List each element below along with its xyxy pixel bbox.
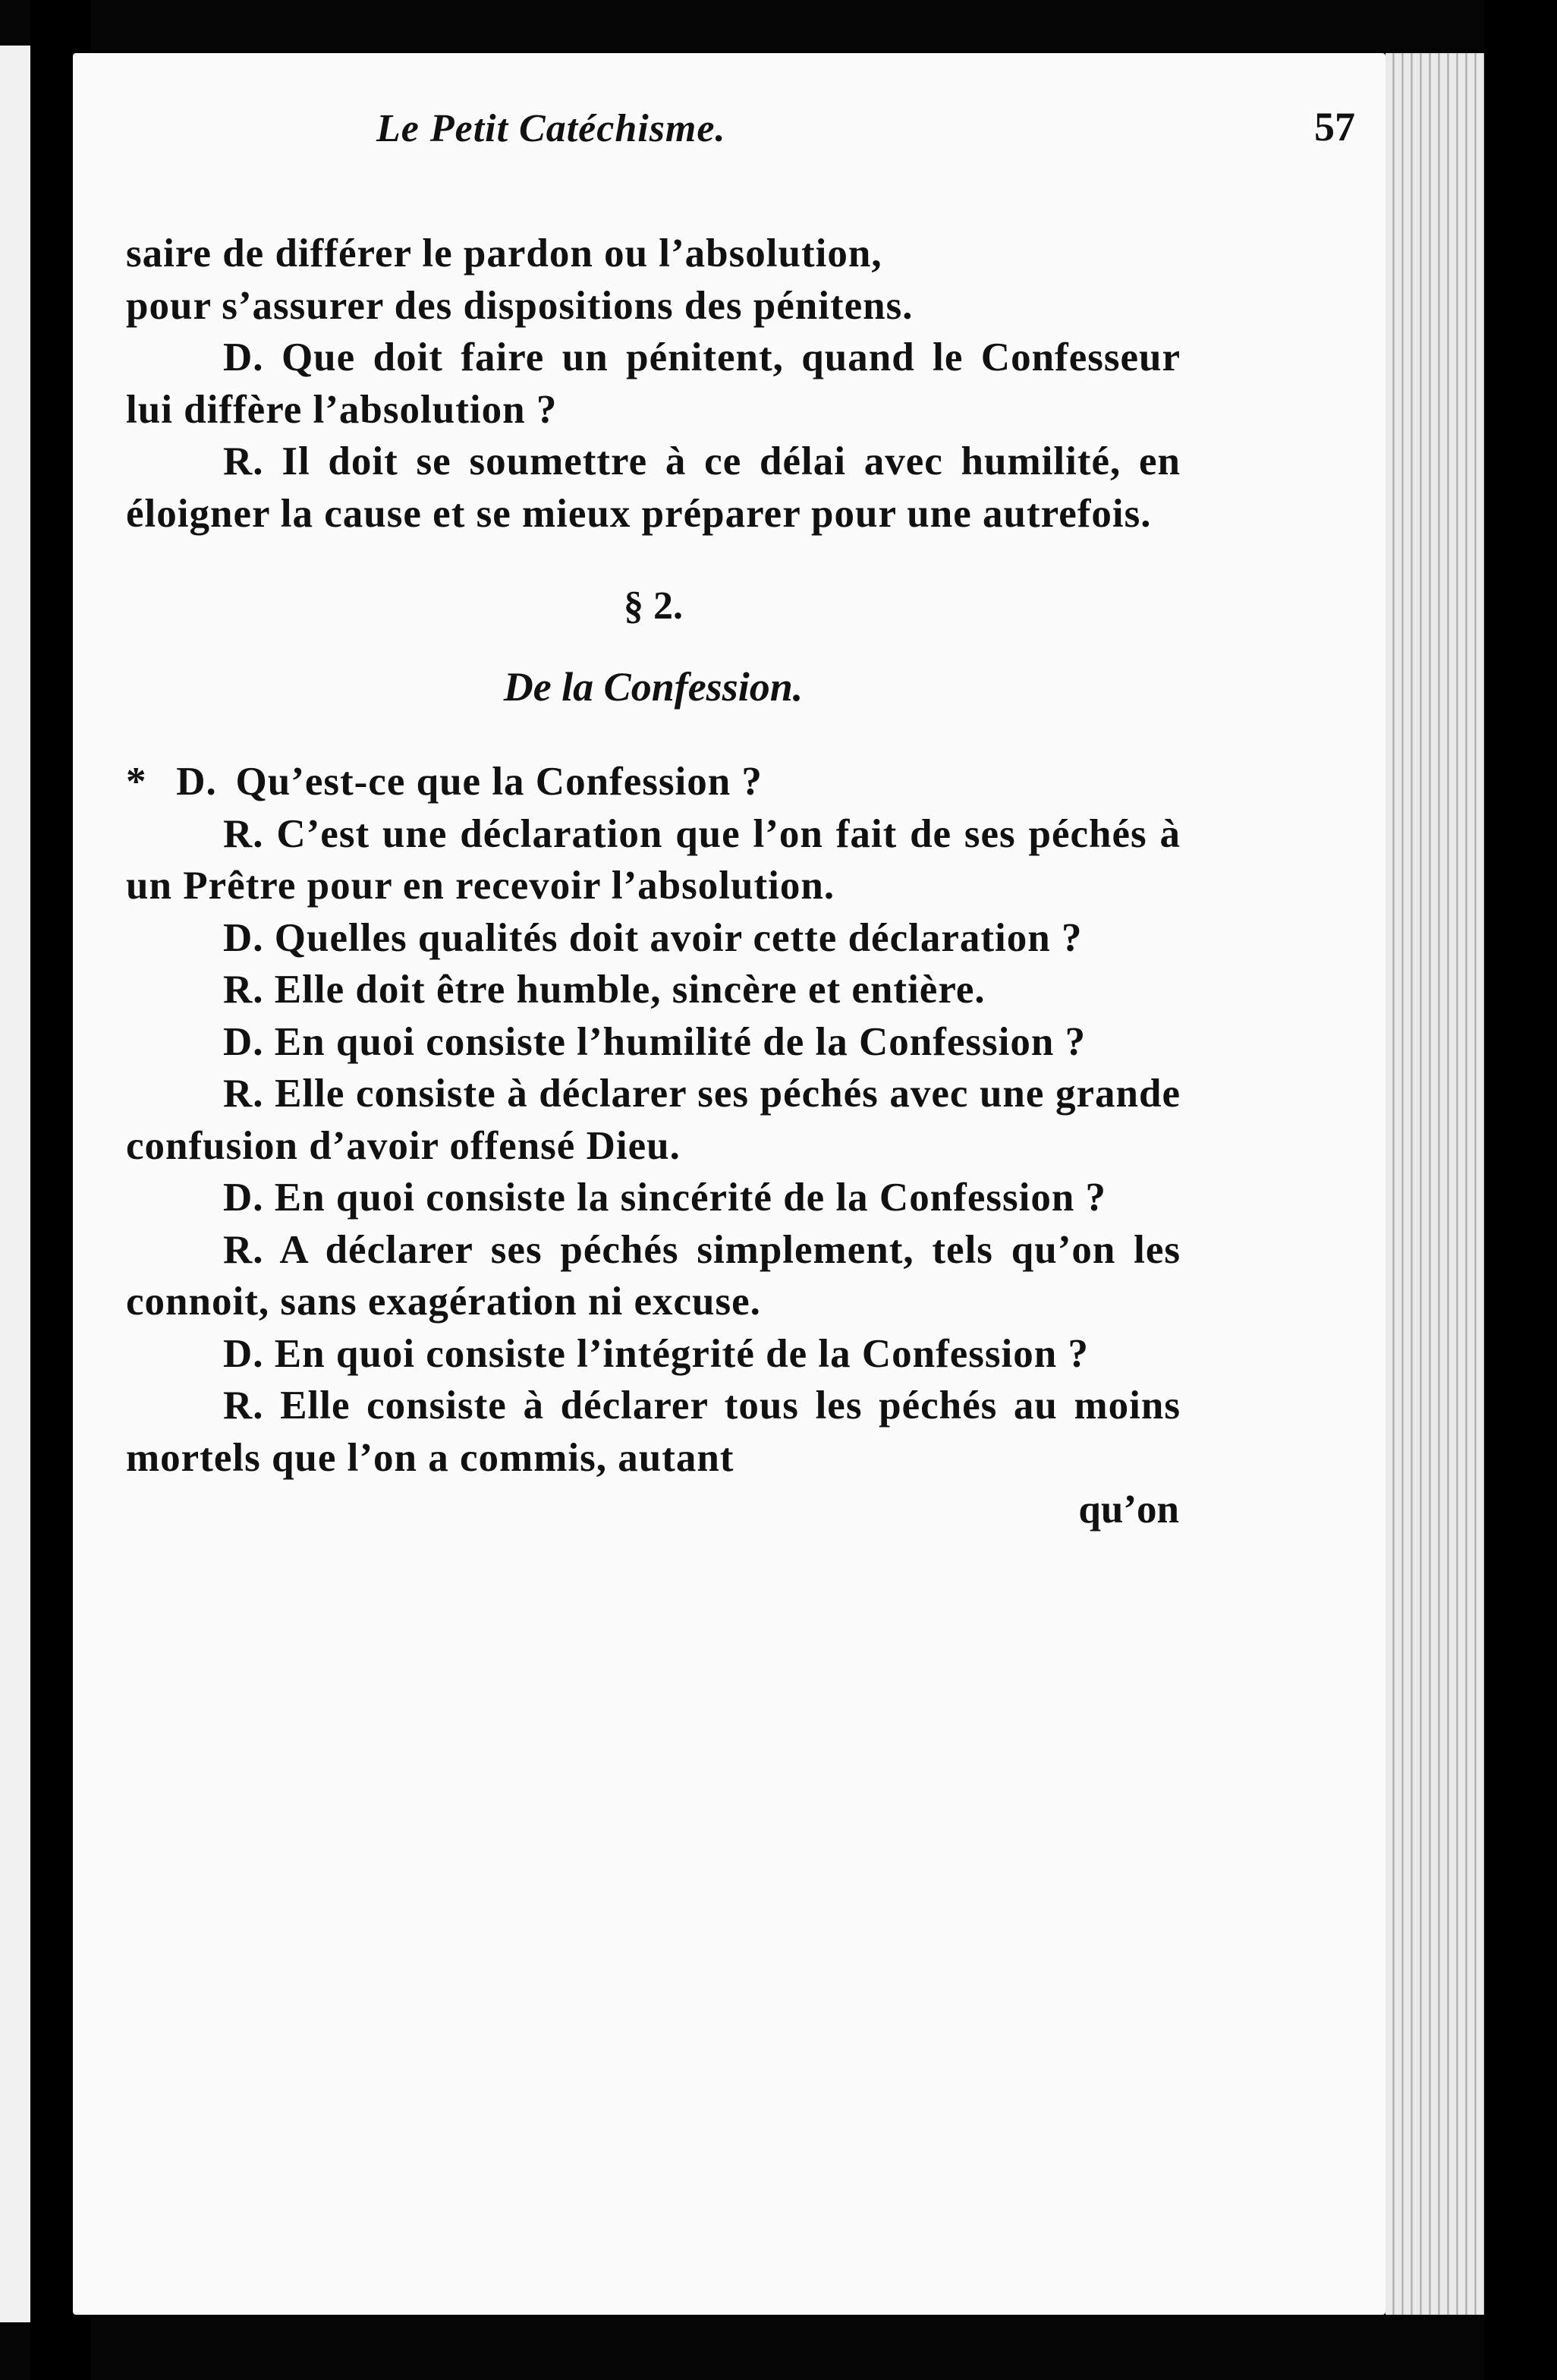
answer-label: R. bbox=[223, 439, 264, 483]
answer-label: R. bbox=[223, 1072, 264, 1116]
question-text: Qu’est-ce que la Confession ? bbox=[235, 760, 763, 804]
body-text bbox=[126, 228, 1181, 540]
book-page bbox=[73, 53, 1386, 2315]
answer-text: Elle consiste à déclarer ses péchés avec une grande confusion d’avoir offensé Dieu. bbox=[126, 1072, 1181, 1168]
page-stack-edge bbox=[1386, 53, 1484, 2315]
answer-text: C’est une déclaration que l’on fait de ses péchés à un Prêtre pour en recevoir l’absolution. bbox=[126, 811, 1181, 908]
question-text: En quoi consiste l’humilité de la Confession ? bbox=[274, 1019, 1087, 1064]
answer-text: A déclarer ses péchés simplement, tels qu’on les connoit, sans exagération ni excuse. bbox=[126, 1227, 1181, 1324]
running-title: Le Petit Catéchisme. bbox=[376, 107, 726, 150]
answer-label: R. bbox=[223, 968, 264, 1012]
star-mark: * bbox=[126, 760, 147, 804]
question-text: Quelles qualités doit avoir cette déclaration ? bbox=[274, 915, 1083, 960]
answer-paragraph bbox=[126, 808, 1181, 912]
answer-paragraph bbox=[126, 436, 1181, 540]
answer-text: Elle consiste à déclarer tous les péchés au moins mortels que l’on a commis, autant bbox=[126, 1384, 1181, 1480]
opening-line: saire de différer le pardon ou l’absolution, bbox=[126, 231, 882, 275]
answer-text: Elle doit être humble, sincère et entière. bbox=[274, 968, 986, 1012]
answer-label: R. bbox=[223, 811, 264, 856]
page-header bbox=[73, 53, 1386, 152]
body-text-section bbox=[126, 756, 1181, 1484]
answer-paragraph bbox=[126, 1224, 1181, 1328]
question-label: D. bbox=[223, 1331, 264, 1376]
question-paragraph bbox=[126, 1016, 1181, 1069]
question-label: D. bbox=[223, 335, 264, 379]
answer-paragraph bbox=[126, 1068, 1181, 1172]
answer-text: Il doit se soumettre à ce délai avec humilité, en éloigner la cause et se mieux préparer pour une autrefois. bbox=[126, 439, 1181, 536]
scan-background-right bbox=[1484, 0, 1557, 2380]
opening-line: pour s’assurer des dispositions des pénitens. bbox=[126, 283, 914, 328]
question-text: En quoi consiste l’intégrité de la Confession ? bbox=[274, 1331, 1089, 1376]
question-label: D. bbox=[176, 760, 217, 804]
question-text: Que doit faire un pénitent, quand le Confesseur lui diffère l’absolution ? bbox=[126, 335, 1181, 432]
question-paragraph bbox=[126, 1172, 1181, 1224]
question-paragraph bbox=[126, 912, 1181, 965]
answer-label: R. bbox=[223, 1384, 264, 1428]
answer-label: R. bbox=[223, 1227, 264, 1272]
question-label: D. bbox=[223, 1176, 264, 1220]
question-text: En quoi consiste la sincérité de la Confession ? bbox=[274, 1176, 1107, 1220]
section-title: De la Confession. bbox=[503, 664, 804, 710]
catchword: qu’on bbox=[1078, 1488, 1179, 1532]
question-paragraph bbox=[126, 332, 1181, 436]
answer-paragraph bbox=[126, 964, 1181, 1016]
question-paragraph bbox=[126, 1328, 1181, 1380]
answer-paragraph bbox=[126, 1380, 1181, 1484]
question-label: D. bbox=[223, 1019, 264, 1064]
question-paragraph bbox=[126, 756, 1181, 808]
page-text-block bbox=[126, 228, 1181, 1536]
question-label: D. bbox=[223, 915, 264, 960]
page-number: 57 bbox=[1314, 104, 1355, 150]
section-mark: § 2. bbox=[624, 584, 683, 628]
left-page-edge bbox=[0, 46, 30, 2322]
